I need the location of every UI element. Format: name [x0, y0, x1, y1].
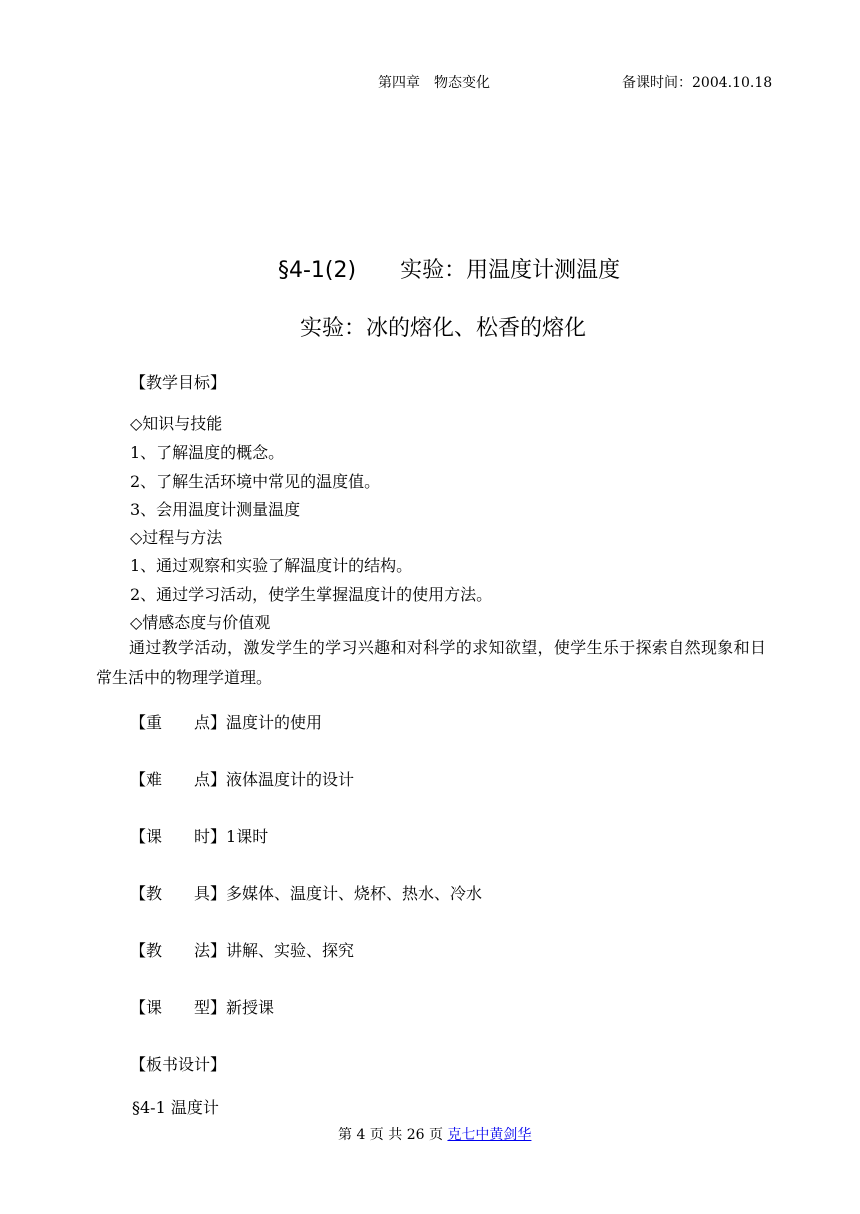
field-teaching-aids	[130, 881, 482, 904]
field-label: 【课 时】	[130, 827, 227, 846]
field-value: 新授课	[226, 998, 275, 1017]
field-value: 温度计的使用	[226, 713, 323, 732]
field-label: 【教 具】	[130, 884, 227, 903]
field-label: 【重 点】	[130, 713, 227, 732]
field-label: 【课 型】	[130, 998, 227, 1017]
process-item: 1、通过观察和实验了解温度计的结构。	[130, 556, 413, 575]
field-value: 1课时	[226, 827, 269, 846]
field-label: 【难 点】	[130, 770, 227, 789]
field-lesson-type	[130, 995, 274, 1018]
page-subtitle: 实验：冰的熔化、松香的熔化	[300, 316, 587, 341]
board-line: §4-1 温度计	[132, 1098, 219, 1117]
author-link[interactable]: 克七中黄剑华	[447, 1127, 532, 1143]
emotion-paragraph: 通过教学活动，激发学生的学习兴趣和对科学的求知欲望，使学生乐于探索自然现象和日常生活中的物理学道理。	[96, 638, 766, 687]
prep-time: 备课时间：2004.10.18	[622, 75, 773, 91]
chapter-header: 第四章 物态变化	[378, 75, 490, 91]
field-value: 液体温度计的设计	[226, 770, 355, 789]
knowledge-item: 2、了解生活环境中常见的温度值。	[130, 472, 381, 491]
process-heading: ◇过程与方法	[130, 528, 223, 547]
knowledge-heading: ◇知识与技能	[130, 414, 223, 433]
knowledge-item: 3、会用温度计测量温度	[130, 500, 301, 519]
knowledge-item: 1、了解温度的概念。	[130, 443, 285, 462]
field-class-hours	[130, 824, 268, 847]
process-item: 2、通过学习活动，使学生掌握温度计的使用方法。	[130, 585, 493, 604]
field-difficulty	[130, 767, 354, 790]
page-number: 第 4 页 共 26 页	[338, 1127, 443, 1143]
field-label: 【教 法】	[130, 941, 227, 960]
board-design-heading: 【板书设计】	[130, 1055, 227, 1074]
emotion-heading: ◇情感态度与价值观	[130, 613, 271, 632]
field-value: 讲解、实验、探究	[226, 941, 355, 960]
page-title: §4-1(2) 实验：用温度计测温度	[278, 258, 621, 283]
field-key-point	[130, 710, 322, 733]
page-footer	[338, 1124, 531, 1144]
field-value: 多媒体、温度计、烧杯、热水、冷水	[226, 884, 483, 903]
field-method	[130, 938, 354, 961]
teaching-goals-heading: 【教学目标】	[130, 373, 227, 392]
